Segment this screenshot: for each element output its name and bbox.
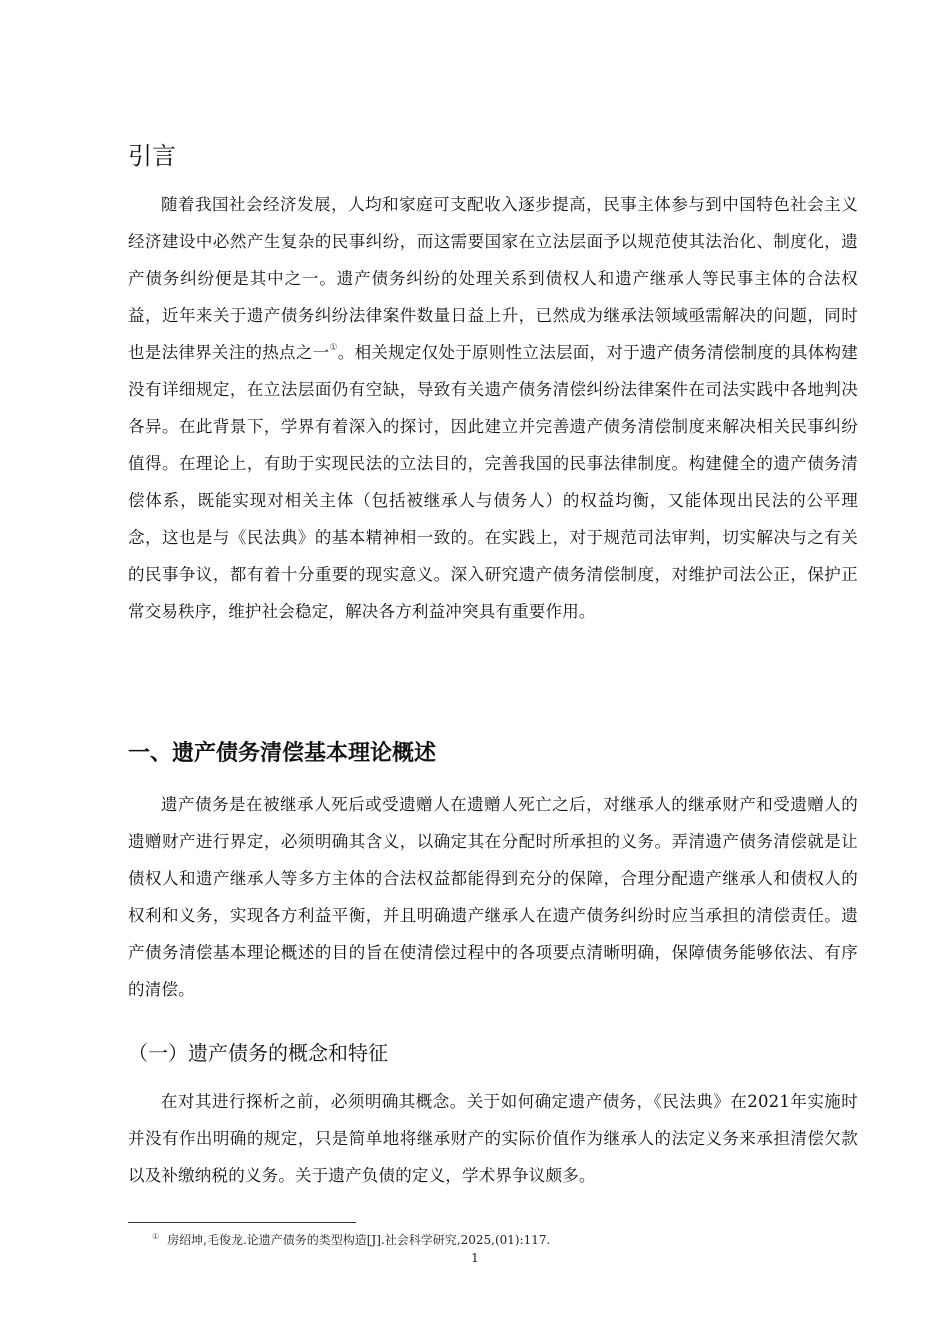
heading-section-1: 一、遗产债务清偿基本理论概述 bbox=[128, 741, 437, 766]
footnote-mark: ① bbox=[152, 1232, 160, 1241]
footnote-separator bbox=[128, 1222, 356, 1223]
introduction-paragraph bbox=[128, 186, 858, 630]
subsection-1-paragraph: 在对其进行探析之前，必须明确其概念。关于如何确定遗产债务，《民法典》在2021年实施时并没有作出明确的规定，只是简单地将继承财产的实际价值作为继承人的法定义务来承担清偿欠款以及补缴纳税的义务。关于遗产负债的定义，学术界争议颇多。 bbox=[128, 1092, 858, 1185]
heading-subsection-1: （一）遗产债务的概念和特征 bbox=[128, 1041, 388, 1065]
intro-text-part2: 。相关规定仅处于原则性立法层面，对于遗产债务清偿制度的具体构建没有详细规定，在立法层面仍有空缺，导致有关遗产债务清偿纠纷法律案件在司法实践中各地判决各异。在此背景下，学界有着深入的探讨，因此建立并完善遗产债务清偿制度来解决相关民事纠纷值得。在理论上，有助于实现民法的立法目的，完善我国的民事法律制度。构建健全的遗产债务清偿体系，既能实现对相关主体（包括被继承人与债务人）的权益均衡，又能体现出民法的公平理念，这也是与《民法典》的基本精神相一致的。在实践上，对于规范司法审判，切实解决与之有关的民事争议，都有着十分重要的现实意义。深入研究遗产债务清偿制度，对维护司法公正，保护正常交易秩序，维护社会稳定，解决各方利益冲突具有重要作用。 bbox=[128, 343, 858, 621]
intro-text-part1: 随着我国社会经济发展，人均和家庭可支配收入逐步提高，民事主体参与到中国特色社会主义经济建设中必然产生复杂的民事纠纷，而这需要国家在立法层面予以规范使其法治化、制度化，遗产债务纠纷便是其中之一。遗产债务纠纷的处理关系到债权人和遗产继承人等民事主体的合法权益，近年来关于遗产债务纠纷法律案件数量日益上升，已然成为继承法领域亟需解决的问题，同时也是法律界关注的热点之一 bbox=[128, 195, 858, 362]
footnote-text: 房绍坤,毛俊龙.论遗产债务的类型构造[J].社会科学研究,2025,(01):117. bbox=[167, 1233, 551, 1247]
footnote-reference[interactable]: ① bbox=[329, 343, 338, 353]
footnote bbox=[152, 1232, 550, 1248]
page-number: 1 bbox=[471, 1251, 479, 1265]
heading-introduction: 引言 bbox=[128, 142, 176, 170]
section-1-paragraph: 遗产债务是在被继承人死后或受遗赠人在遗赠人死亡之后，对继承人的继承财产和受遗赠人的遗赠财产进行界定，必须明确其含义，以确定其在分配时所承担的义务。弄清遗产债务清偿就是让债权人和遗产继承人等多方主体的合法权益都能得到充分的保障，合理分配遗产继承人和债权人的权利和义务，实现各方利益平衡，并且明确遗产继承人在遗产债务纠纷时应当承担的清偿责任。遗产债务清偿基本理论概述的目的旨在使清偿过程中的各项要点清晰明确，保障债务能够依法、有序的清偿。 bbox=[128, 795, 858, 999]
